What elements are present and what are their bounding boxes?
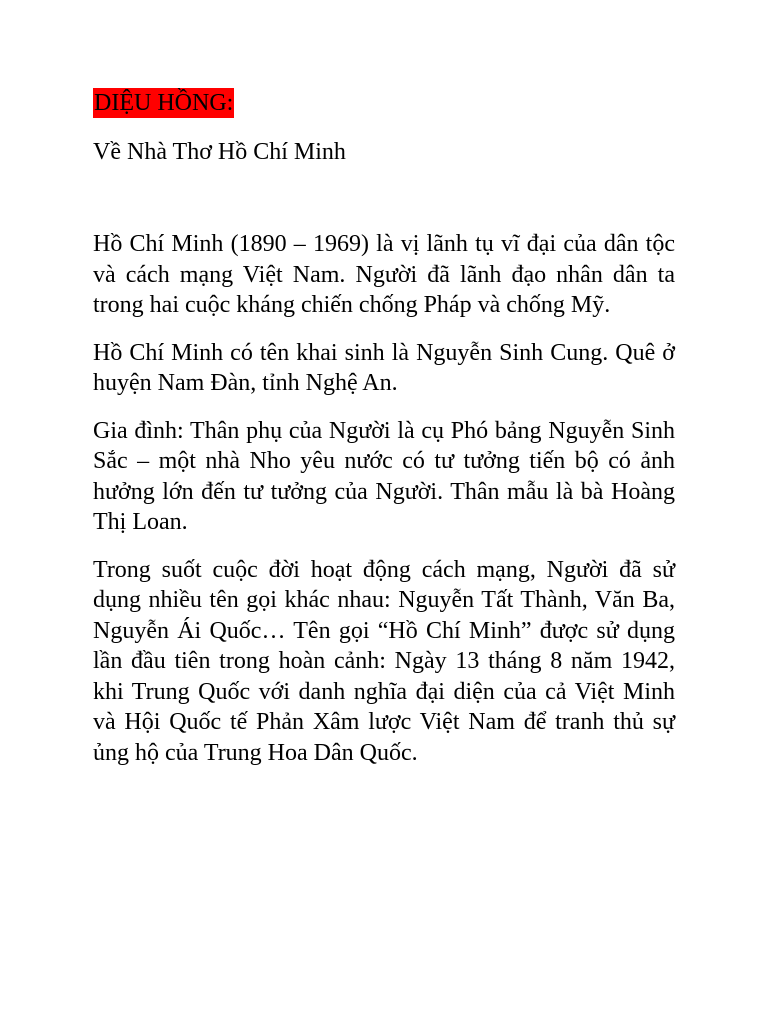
paragraph-family: Gia đình: Thân phụ của Người là cụ Phó bảng Nguyễn Sinh Sắc – một nhà Nho yêu nước có tư tưởng tiến bộ có ảnh hưởng lớn đến tư tưởng của Người. Thân mẫu là bà Hoàng Thị Loan. [93,417,675,535]
document-page [93,88,675,768]
paragraph-names: Trong suốt cuộc đời hoạt động cách mạng, Người đã sử dụng nhiều tên gọi khác nhau: Nguyễn Tất Thành, Văn Ba, Nguyễn Ái Quốc… Tên gọi “Hồ Chí Minh” được sử dụng lần đầu tiên trong hoàn cảnh: Ngày 13 tháng 8 năm 1942, khi Trung Quốc với danh nghĩa đại diện của cả Việt Minh và Hội Quốc tế Phản Xâm lược Việt Nam để tranh thủ sự ủng hộ của Trung Hoa Dân Quốc. [93,556,675,766]
paragraph-intro: Hồ Chí Minh (1890 – 1969) là vị lãnh tụ vĩ đại của dân tộc và cách mạng Việt Nam. Người đã lãnh đạo nhân dân ta trong hai cuộc kháng chiến chống Pháp và chống Mỹ. [93,231,675,318]
paragraph-birth-name: Hồ Chí Minh có tên khai sinh là Nguyễn Sinh Cung. Quê ở huyện Nam Đàn, tỉnh Nghệ An. [93,339,675,396]
author-heading-wrapper [93,88,675,118]
author-heading: DIỆU HỒNG: [94,90,234,116]
document-title: Về Nhà Thơ Hồ Chí Minh [93,139,346,165]
